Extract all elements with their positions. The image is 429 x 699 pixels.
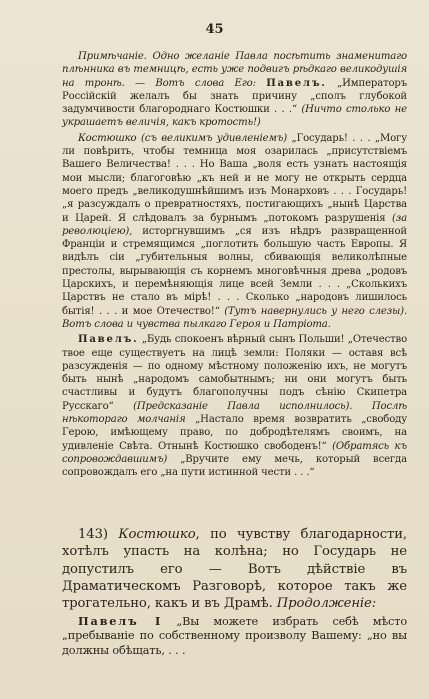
author-note: (Ничто столько не украшаетъ величія, какъ кротость!): [62, 104, 407, 129]
note-heading: Примѣчаніе.: [78, 51, 147, 62]
speaker-paul: Павелъ.: [266, 77, 327, 89]
continuation-label: Продолженіе:: [276, 596, 377, 612]
kosciuszko-paragraph: [62, 132, 407, 331]
page-number: 45: [205, 22, 224, 37]
note-intro-paragraph: [62, 50, 407, 130]
paul-speech: „Императоръ Россійскій желалъ бы знать причину „сполъ глубокой задумчивости благороднаго Костюшки . . .“: [62, 77, 408, 116]
speaker-paul-i: Павелъ I: [78, 614, 163, 628]
footnote-number: 143): [78, 527, 108, 542]
closing-block: [62, 614, 407, 658]
main-text-block: [62, 526, 407, 612]
paul-speech: „Вручите ему мечь, который всегда сопровождалъ его „на пути истинной чести . . .“: [62, 453, 407, 479]
paul-speech: „Настало время возвратить „свободу Герою, имѣющему право, по добродѣтелямъ своимъ, на удивленіе Свѣта. Отнынѣ Костюшко свободенъ!“: [62, 414, 407, 452]
author-note: (Предсказаніе Павла исполнилось). Послѣ нѣкотораго молчанія: [62, 400, 407, 426]
footnote-paragraph: [62, 526, 407, 612]
stage-direction: (Обратясь къ сопровождавшимъ): [62, 440, 408, 465]
footnote-text: , по чувству благодарности, хотѣлъ упасть на колѣна; но Государь не допустилъ его — Вотъ дѣйствіе въ Драматическомъ Разговорѣ, которое такъ же трогательно, какъ и въ Драмѣ.: [62, 527, 407, 612]
author-note: (Тутъ навернулись у него слезы). Вотъ слова и чувства пылкаго Героя и Патріота.: [62, 305, 408, 330]
note-block: [62, 50, 407, 480]
closing-speech: „Вы можете избрать себѣ мѣсто „пребываніе по собственному произволу Вашему: „но вы должны обѣщать, . . .: [62, 615, 407, 657]
kosciuszko-speech-continued: исторгнувшимъ „ся изъ нѣдръ развращенной Франціи и стремящимся „поглотить большую часть Европы. Я видѣлъ сіи „губительныя волны, сбивающія великолѣпные престолы, вырывающія съ корнемъ многовѣчныя древа „родовъ Царскихъ, и перемѣняющія лице всей Земли . . . „Сколькихъ Царствъ не стало въ мірѣ! . . . Сколько „народовъ лишилось бытія! . . . и мое Отечество!“: [62, 225, 407, 317]
kosciuszko-speech: „Государь! . . . „Могу ли повѣрить, чтобы темница моя озарилась „присутствіемъ Вашего Величества! . . . Но Ваша „воля есть узнать настоящія мои мысли; благоговѣю „къ ней и не могу не открыть сердца моего предъ „великодушнѣйшимъ изъ Монарховъ . . . Государь! „я разсуждалъ о превратностяхъ, постигающихъ „нынѣ Царства и Царей. Я слѣдовалъ за бурнымъ „потокомъ разрушенія: [62, 132, 407, 224]
stage-direction: (съ великимъ удивленіемъ): [140, 132, 288, 144]
closing-paragraph: [62, 614, 407, 658]
paul-speech: „Будь спокоенъ вѣрный сынъ Польши! „Отечество твое еще существуетъ на лицѣ земли: Поляки — оставя всѣ разсужденія — по одному мѣстному положенію ихъ, не могутъ быть нынѣ „народомъ самобытнымъ; ни они могутъ быть счастливы и будутъ благополучны подъ сѣнію Скипетра Русскаго“: [62, 334, 407, 412]
speaker-kosciuszko: Костюшко: [78, 132, 137, 144]
footnote-kosciuszko: Костюшко: [118, 527, 196, 542]
author-note: (за революціею),: [62, 212, 407, 237]
note-intro: Одно желаніе Павла посѣтить знаменитаго плѣнника въ темницѣ, есть уже подвигъ рѣдкаго великодушія на тронѣ. — Вотъ слова Его:: [62, 51, 407, 89]
paul-reply-paragraph: [62, 333, 407, 479]
speaker-paul: Павелъ.: [78, 334, 139, 346]
